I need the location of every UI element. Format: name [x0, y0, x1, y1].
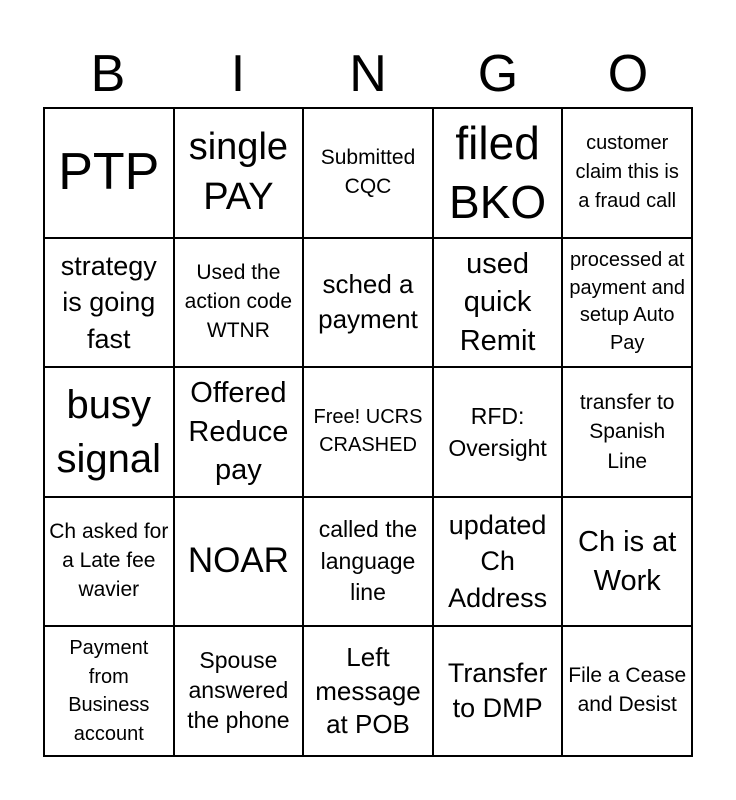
bingo-cell-r2c1[interactable] — [44, 238, 174, 368]
bingo-cell-r2c5[interactable] — [562, 238, 692, 368]
cell-text: File a Cease and Desist — [568, 664, 687, 717]
bingo-cell-r5c1[interactable] — [44, 626, 174, 756]
bingo-cell-r5c5[interactable] — [562, 626, 692, 756]
cell-text: customer claim this is a fraud call — [575, 132, 679, 213]
bingo-cell-r5c2[interactable] — [174, 626, 304, 756]
cell-text: Payment from Business account — [68, 637, 150, 745]
cell-text: busy signal — [56, 382, 162, 481]
cell-text: used quick Remit — [459, 247, 536, 357]
cell-text: NOAR — [187, 541, 289, 581]
bingo-cell-r2c4[interactable] — [433, 238, 563, 368]
cell-text: strategy is going fast — [60, 250, 157, 354]
bingo-cell-r3c5[interactable] — [562, 367, 692, 497]
header-letter-o: O — [607, 45, 649, 103]
bingo-cell-r4c1[interactable] — [44, 497, 174, 627]
bingo-cell-r5c4[interactable] — [433, 626, 563, 756]
bingo-card-grid — [43, 107, 693, 757]
bingo-cell-r1c3[interactable] — [303, 108, 433, 238]
header-letter-g: G — [477, 45, 519, 103]
cell-text: sched a payment — [318, 269, 418, 335]
bingo-cell-r4c5[interactable] — [562, 497, 692, 627]
cell-text: Ch asked for a Late fee wavier — [49, 520, 169, 602]
bingo-cell-r4c2[interactable] — [174, 497, 304, 627]
bingo-cell-r1c2[interactable] — [174, 108, 304, 238]
bingo-cell-r2c3[interactable] — [303, 238, 433, 368]
bingo-cell-r1c4[interactable] — [433, 108, 563, 238]
bingo-cell-r2c2[interactable] — [174, 238, 304, 368]
cell-text: Offered Reduce pay — [188, 377, 289, 487]
cell-text: Submitted CQC — [320, 146, 416, 198]
cell-text: Left message at POB — [315, 642, 421, 739]
cell-text: Ch is at Work — [578, 526, 677, 597]
bingo-cell-r1c1[interactable] — [44, 108, 174, 238]
cell-text: Transfer to DMP — [447, 658, 548, 724]
cell-text: processed at payment and setup Auto Pay — [569, 249, 686, 354]
cell-text: RFD: Oversight — [448, 402, 547, 461]
cell-text: single PAY — [188, 126, 289, 218]
header-letter-n: N — [349, 45, 387, 103]
cell-text: Free! UCRS CRASHED — [313, 406, 423, 456]
bingo-cell-r3c4[interactable] — [433, 367, 563, 497]
cell-text: transfer to Spanish Line — [579, 390, 675, 473]
cell-text: filed BKO — [449, 116, 547, 228]
bingo-cell-r4c4[interactable] — [433, 497, 563, 627]
bingo-cell-r5c3[interactable] — [303, 626, 433, 756]
header-letter-b: B — [90, 45, 126, 103]
cell-text: Spouse answered the phone — [187, 647, 290, 734]
bingo-cell-r3c3[interactable] — [303, 367, 433, 497]
bingo-cell-r3c2[interactable] — [174, 367, 304, 497]
cell-text: PTP — [58, 142, 160, 201]
bingo-cell-r1c5[interactable] — [562, 108, 692, 238]
bingo-header — [43, 40, 693, 108]
header-letter-i: I — [230, 45, 246, 103]
bingo-cell-r4c3[interactable] — [303, 497, 433, 627]
cell-text: updated Ch Address — [448, 509, 548, 613]
cell-text: called the language line — [318, 515, 418, 606]
bingo-cell-r3c1[interactable] — [44, 367, 174, 497]
cell-text: Used the action code WTNR — [184, 260, 293, 342]
